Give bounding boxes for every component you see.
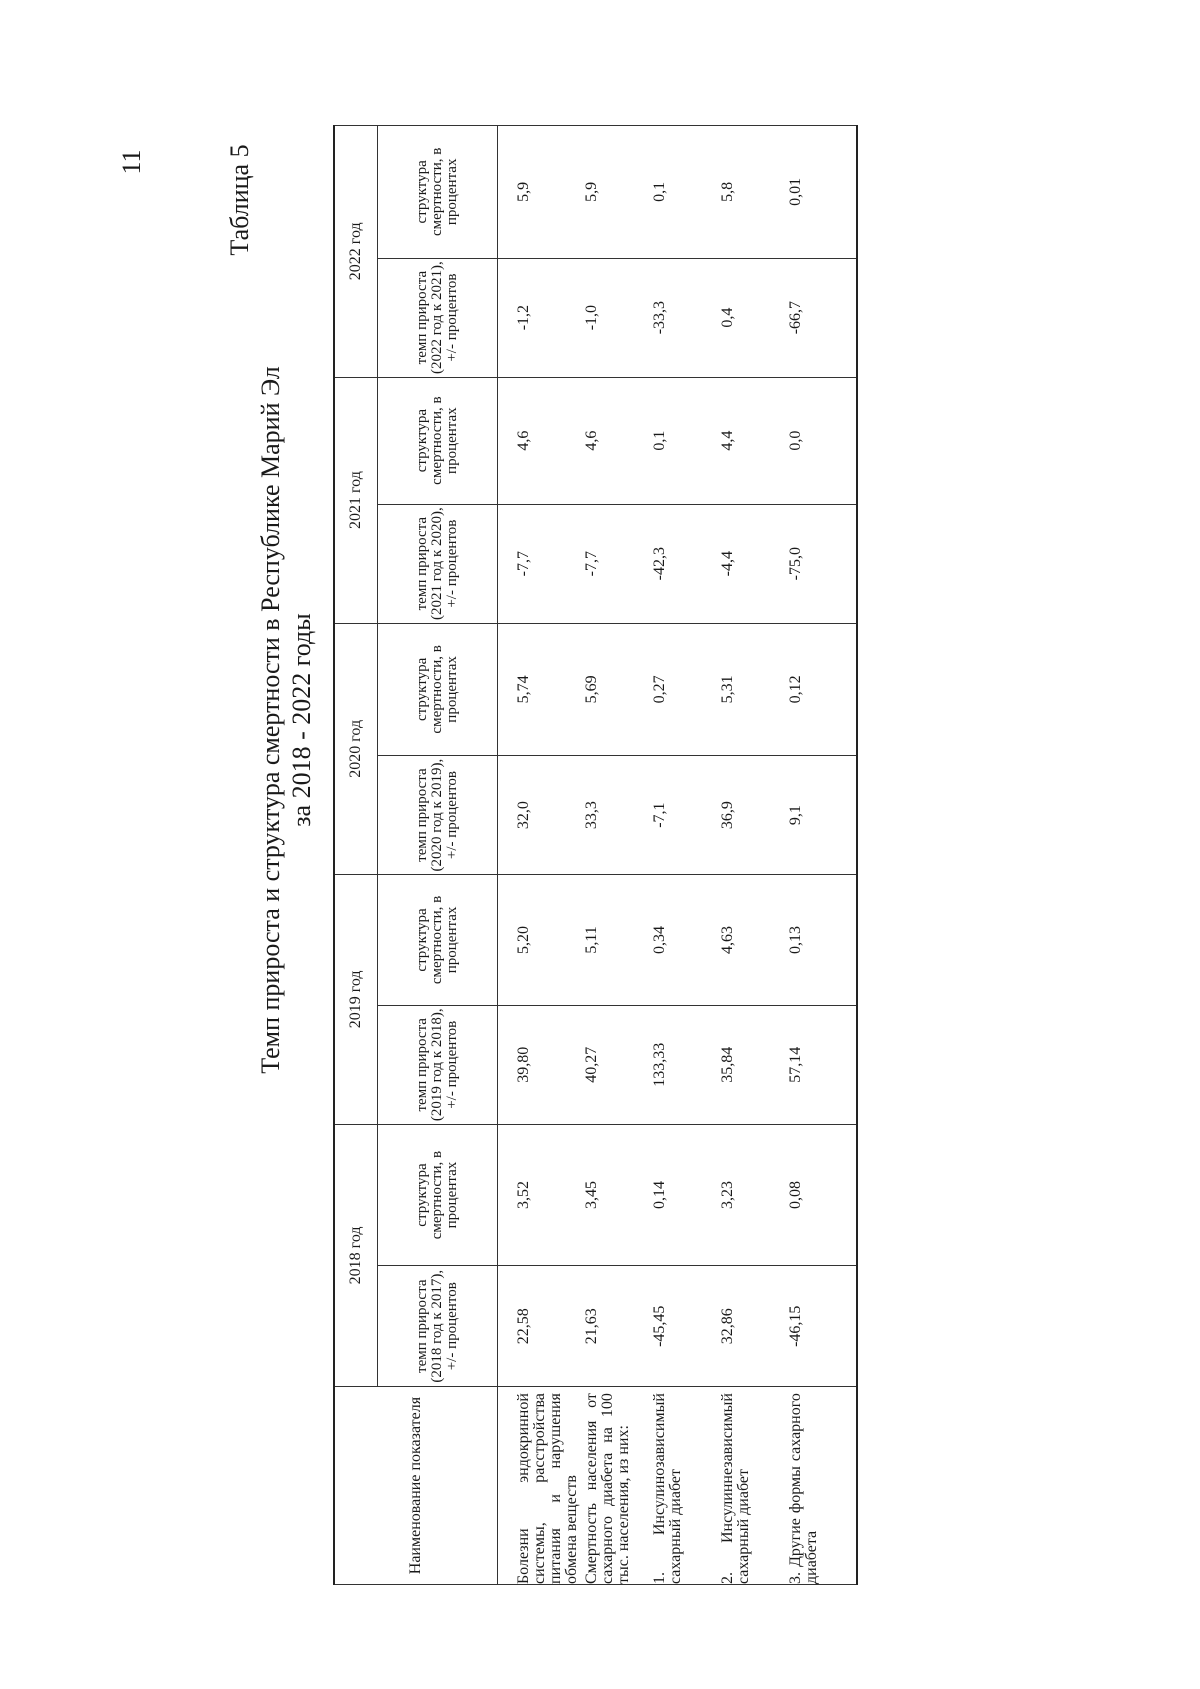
table-row xyxy=(497,126,584,1585)
cell: 0,12 xyxy=(788,623,857,756)
header-year-2020: 2020 год xyxy=(334,623,377,874)
cell: 40,27 xyxy=(584,1005,652,1124)
header-year-2022: 2022 год xyxy=(334,126,377,378)
header-structure-2020: структура смертности, в процентах xyxy=(377,623,497,756)
cell: 133,33 xyxy=(652,1005,720,1124)
rotated-content xyxy=(255,125,985,1585)
cell: -66,7 xyxy=(788,258,857,377)
header-structure-2021: структура смертности, в процентах xyxy=(377,377,497,504)
row-name: 2. Инсулиннезависимый сахарный диабет xyxy=(720,1387,788,1585)
cell: 3,52 xyxy=(497,1124,584,1266)
cell: 5,20 xyxy=(497,875,584,1006)
table-label: Таблица 5 xyxy=(225,144,254,256)
header-growth-2020: темп прироста (2020 год к 2019), +/- процентов xyxy=(377,756,497,875)
header-year-2019: 2019 год xyxy=(334,875,377,1125)
header-structure-2018: структура смертности, в процентах xyxy=(377,1124,497,1266)
cell: -1,2 xyxy=(497,258,584,377)
cell: 4,6 xyxy=(497,377,584,504)
cell: 35,84 xyxy=(720,1005,788,1124)
cell: 0,0 xyxy=(788,377,857,504)
table-title xyxy=(255,125,317,1585)
cell: -7,7 xyxy=(584,504,652,623)
cell: 32,0 xyxy=(497,756,584,875)
cell: 9,1 xyxy=(788,756,857,875)
cell: -4,4 xyxy=(720,504,788,623)
header-year-2021: 2021 год xyxy=(334,377,377,623)
page-number: 11 xyxy=(117,149,146,175)
cell: 5,8 xyxy=(720,126,788,259)
header-growth-2022: темп прироста (2022 год к 2021), +/- процентов xyxy=(377,258,497,377)
cell: 0,1 xyxy=(652,377,720,504)
cell: 39,80 xyxy=(497,1005,584,1124)
cell: 0,08 xyxy=(788,1124,857,1266)
title-line-2: за 2018 - 2022 годы xyxy=(287,613,316,827)
header-growth-2019: темп прироста (2019 год к 2018), +/- процентов xyxy=(377,1005,497,1124)
cell: 0,34 xyxy=(652,875,720,1006)
cell: 0,1 xyxy=(652,126,720,259)
cell: 36,9 xyxy=(720,756,788,875)
row-name: 3. Другие формы сахарного диабета xyxy=(788,1387,857,1585)
row-name: Болезни эндокринной системы, расстройства питания и нарушения обмена веществ xyxy=(497,1387,584,1585)
cell: 22,58 xyxy=(497,1266,584,1387)
cell: 5,9 xyxy=(497,126,584,259)
table-row xyxy=(720,126,788,1585)
cell: -7,7 xyxy=(497,504,584,623)
cell: 32,86 xyxy=(720,1266,788,1387)
cell: 3,45 xyxy=(584,1124,652,1266)
cell: 5,74 xyxy=(497,623,584,756)
table-row xyxy=(788,126,857,1585)
header-growth-2021: темп прироста (2021 год к 2020), +/- процентов xyxy=(377,504,497,623)
cell: 3,23 xyxy=(720,1124,788,1266)
cell: 33,3 xyxy=(584,756,652,875)
cell: 4,4 xyxy=(720,377,788,504)
header-year-2018: 2018 год xyxy=(334,1124,377,1386)
cell: -7,1 xyxy=(652,756,720,875)
header-name-col: Наименование показателя xyxy=(334,1387,497,1585)
header-structure-2022: структура смертности, в процентах xyxy=(377,126,497,259)
cell: 0,4 xyxy=(720,258,788,377)
cell: 57,14 xyxy=(788,1005,857,1124)
cell: 21,63 xyxy=(584,1266,652,1387)
row-name: 1. Инсулинозависимый сахарный диабет xyxy=(652,1387,720,1585)
cell: 0,27 xyxy=(652,623,720,756)
table-row xyxy=(652,126,720,1585)
table-wrapper xyxy=(333,125,858,1585)
cell: -75,0 xyxy=(788,504,857,623)
cell: 0,01 xyxy=(788,126,857,259)
cell: -42,3 xyxy=(652,504,720,623)
cell: -45,45 xyxy=(652,1266,720,1387)
cell: -33,3 xyxy=(652,258,720,377)
cell: 5,31 xyxy=(720,623,788,756)
cell: 4,6 xyxy=(584,377,652,504)
cell: -46,15 xyxy=(788,1266,857,1387)
cell: -1,0 xyxy=(584,258,652,377)
cell: 4,63 xyxy=(720,875,788,1006)
header-structure-2019: структура смертности, в процентах xyxy=(377,875,497,1006)
cell: 5,9 xyxy=(584,126,652,259)
row-name: Смертность населения от сахарного диабета на 100 тыс. населения, из них: xyxy=(584,1387,652,1585)
header-growth-2018: темп прироста (2018 год к 2017), +/- процентов xyxy=(377,1266,497,1387)
mortality-table xyxy=(333,125,858,1585)
cell: 5,11 xyxy=(584,875,652,1006)
cell: 5,69 xyxy=(584,623,652,756)
table-row xyxy=(584,126,652,1585)
cell: 0,13 xyxy=(788,875,857,1006)
cell: 0,14 xyxy=(652,1124,720,1266)
title-line-1: Темп прироста и структура смертности в Республике Марий Эл xyxy=(256,366,285,1074)
